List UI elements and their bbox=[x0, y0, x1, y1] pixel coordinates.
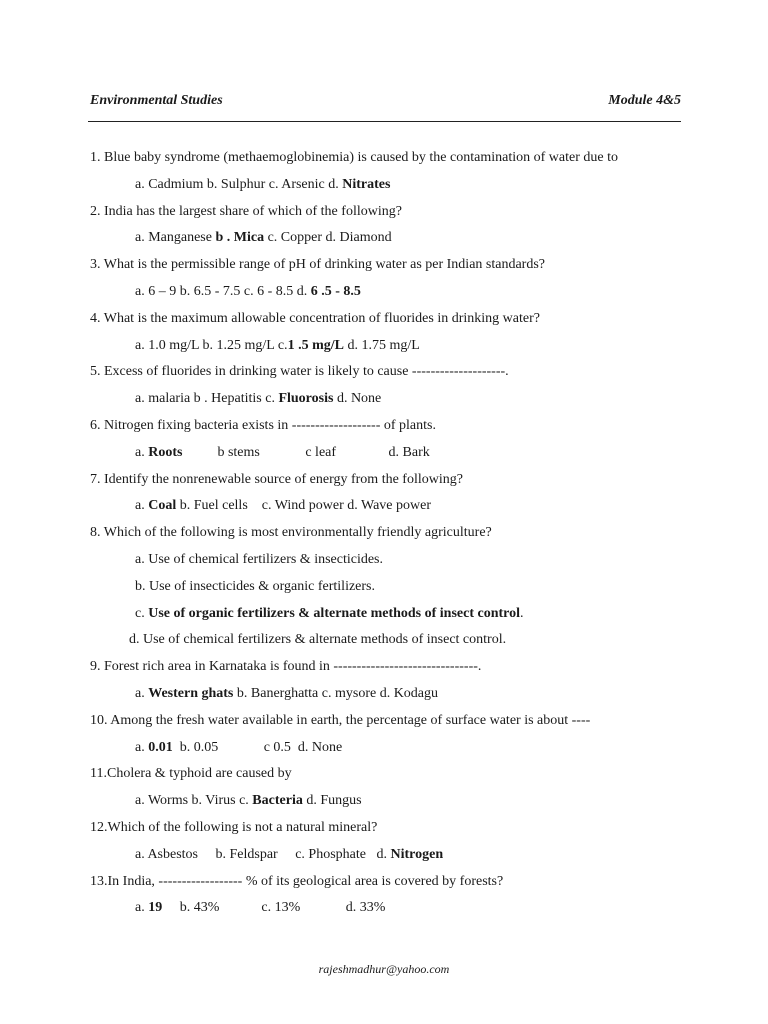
option-text: d. Fungus bbox=[302, 793, 362, 809]
question-8-options-1 bbox=[135, 551, 383, 569]
option-text: a. 6 – 9 b. 6.5 - 7.5 c. 6 - 8.5 d. bbox=[135, 284, 311, 299]
correct-answer: b . Mica bbox=[215, 230, 265, 246]
correct-answer: Use of organic fertilizers & alternate methods of insect control bbox=[148, 605, 521, 621]
option-text: d. None bbox=[333, 391, 382, 407]
question-1: 1. Blue baby syndrome (methaemoglobinemia) is caused by the contamination of water due to bbox=[90, 150, 618, 165]
correct-answer: 1 .5 mg/L bbox=[287, 337, 344, 353]
correct-answer: 0.01 bbox=[148, 739, 173, 755]
option-text: a. bbox=[135, 498, 149, 514]
option-text: a. Worms b. Virus c. bbox=[135, 793, 253, 809]
option-text: . bbox=[520, 605, 524, 621]
correct-answer: 19 bbox=[148, 900, 163, 916]
question-7-options bbox=[135, 497, 431, 515]
question-8-options-2 bbox=[135, 578, 375, 596]
option-text: b. Fuel cells c. Wind power d. Wave power bbox=[176, 498, 432, 514]
question-11: 11.Cholera & typhoid are caused by bbox=[90, 766, 292, 782]
header-course-title: Environmental Studies bbox=[90, 93, 223, 108]
option-text: a. Cadmium b. Sulphur c. Arsenic d. bbox=[135, 176, 343, 192]
question-10: 10. Among the fresh water available in earth, the percentage of surface water is about ---- bbox=[90, 712, 591, 728]
correct-answer: 6 .5 - 8.5 bbox=[310, 284, 361, 299]
question-4-options bbox=[135, 337, 420, 355]
correct-answer: Coal bbox=[148, 498, 177, 514]
option-text: c. Copper d. Diamond bbox=[264, 230, 392, 246]
correct-answer: Roots bbox=[148, 444, 183, 460]
option-text: d. 1.75 mg/L bbox=[343, 337, 420, 353]
page-header bbox=[90, 93, 681, 111]
question-7: 7. Identify the nonrenewable source of energy from the following? bbox=[90, 471, 463, 487]
question-8-options-3 bbox=[135, 605, 524, 623]
question-10-options bbox=[135, 739, 342, 757]
question-5: 5. Excess of fluorides in drinking water is likely to cause --------------------. bbox=[90, 364, 509, 380]
question-9-options bbox=[135, 685, 438, 703]
option-text: a. malaria b . Hepatitis c. bbox=[135, 391, 279, 407]
option-text: a. bbox=[135, 444, 149, 460]
correct-answer: Fluorosis bbox=[278, 391, 334, 407]
question-13: 13.In India, ------------------ % of its geological area is covered by forests? bbox=[90, 873, 504, 889]
option-text: a. bbox=[135, 900, 149, 916]
correct-answer: Western ghats bbox=[148, 686, 234, 701]
question-2: 2. India has the largest share of which of the following? bbox=[90, 203, 402, 219]
question-13-options bbox=[135, 899, 385, 917]
question-6-options bbox=[135, 444, 430, 462]
option-text: a. bbox=[135, 739, 149, 755]
option-text: a. bbox=[135, 686, 149, 701]
option-text: d. Use of chemical fertilizers & alternate methods of insect control. bbox=[129, 632, 507, 648]
question-5-options bbox=[135, 390, 381, 408]
option-text: c. bbox=[135, 605, 149, 621]
question-2-options bbox=[135, 229, 392, 247]
question-11-options bbox=[135, 792, 362, 810]
header-module-label: Module 4&5 bbox=[608, 93, 681, 108]
option-text: a. 1.0 mg/L b. 1.25 mg/L c. bbox=[135, 337, 288, 353]
correct-answer: Bacteria bbox=[252, 793, 303, 809]
option-text: b. Banerghatta c. mysore d. Kodagu bbox=[233, 686, 439, 701]
question-12-options bbox=[135, 846, 443, 864]
question-6: 6. Nitrogen fixing bacteria exists in ------------------- of plants. bbox=[90, 418, 436, 433]
option-text: a. Manganese bbox=[135, 230, 216, 246]
header-divider bbox=[88, 121, 681, 122]
question-8-options-4 bbox=[129, 631, 506, 649]
footer-email: rajeshmadhur@yahoo.com bbox=[318, 962, 450, 976]
question-1-options bbox=[135, 176, 390, 194]
question-12: 12.Which of the following is not a natural mineral? bbox=[90, 820, 378, 835]
correct-answer: Nitrogen bbox=[390, 846, 444, 862]
option-text: b. 0.05 c 0.5 d. None bbox=[172, 739, 343, 755]
option-text: b. Use of insecticides & organic fertilizers. bbox=[135, 578, 375, 594]
question-4: 4. What is the maximum allowable concentration of fluorides in drinking water? bbox=[90, 310, 540, 326]
option-text: a. Use of chemical fertilizers & insecticides. bbox=[135, 552, 384, 567]
question-9: 9. Forest rich area in Karnataka is found in -------------------------------. bbox=[90, 659, 482, 675]
correct-answer: Nitrates bbox=[342, 176, 391, 192]
option-text: b stems c leaf d. Bark bbox=[182, 444, 430, 460]
question-8: 8. Which of the following is most environmentally friendly agriculture? bbox=[90, 525, 492, 541]
question-3: 3. What is the permissible range of pH of drinking water as per Indian standards? bbox=[90, 257, 545, 273]
option-text: a. Asbestos b. Feldspar c. Phosphate d. bbox=[135, 846, 391, 862]
question-3-options bbox=[135, 283, 361, 301]
option-text: b. 43% c. 13% d. 33% bbox=[162, 900, 386, 916]
